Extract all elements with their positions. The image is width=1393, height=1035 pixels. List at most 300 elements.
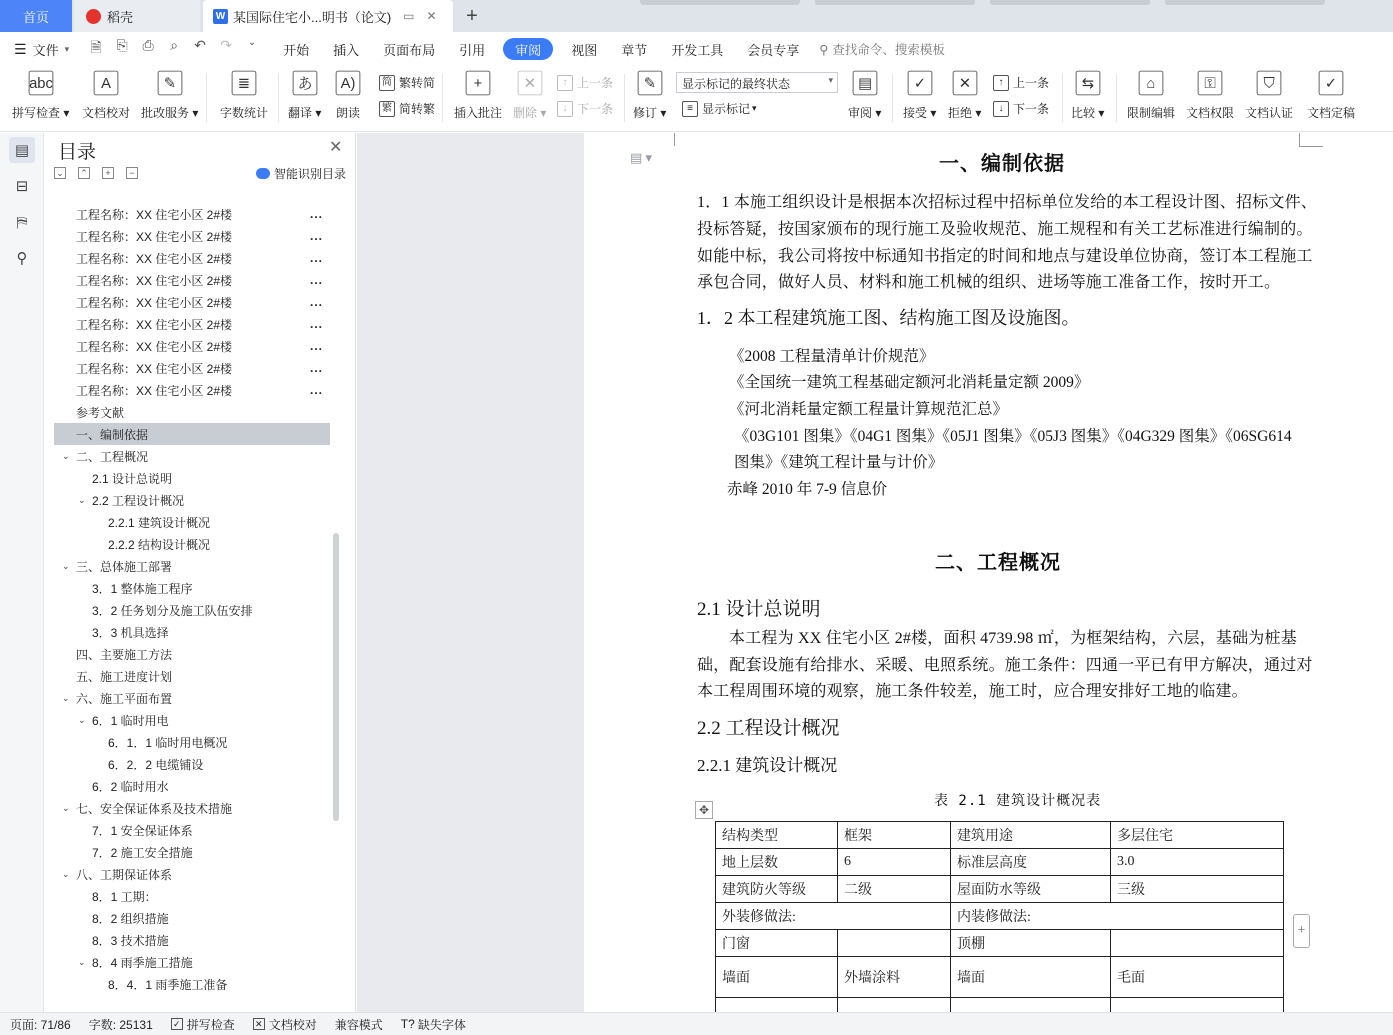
compat-mode-label: 兼容模式: [334, 1017, 383, 1032]
smart-toc-label: 智能识别目录: [274, 167, 347, 181]
translate-icon: あ: [292, 71, 317, 96]
doc-proof-toggle[interactable]: [253, 1016, 317, 1033]
toc-item-label: 8．4．1 雨季施工准备: [108, 977, 228, 992]
ribbon-separator: [442, 74, 443, 122]
toc-item-label: 6．2 临时用水: [92, 779, 169, 794]
toc-panel-icon[interactable]: ▤: [9, 137, 35, 163]
chevron-down-icon[interactable]: ⌄: [78, 956, 86, 967]
toc-item-label: 七、安全保证体系及技术措施: [76, 801, 233, 816]
toc-title: 目录: [58, 142, 97, 163]
toc-item-label: 工程名称：XX 住宅小区 2#楼: [76, 361, 233, 376]
menu-tab[interactable]: 页面布局: [383, 42, 436, 58]
paragraph-handle-icon[interactable]: ▤ ▾: [630, 150, 653, 165]
toc-item[interactable]: [54, 489, 330, 511]
toc-item[interactable]: [54, 401, 330, 423]
daoke-logo-icon: [86, 9, 101, 24]
status-bar: [0, 1012, 1393, 1035]
spell-check-toggle[interactable]: [171, 1016, 235, 1033]
body-line: 本工程周围环境的观察，施工条件较差，施工时，应合理安排好工地的临建。: [697, 683, 1248, 700]
table-row: [716, 998, 1284, 1013]
table-cell[interactable]: 建筑防火等级: [716, 876, 838, 903]
toc-item-label: 7．1 安全保证体系: [92, 823, 193, 838]
toc-item[interactable]: [54, 335, 330, 357]
batch-service-icon: ✎: [157, 71, 182, 96]
tab-daoke-label: 稻壳: [107, 9, 134, 25]
collapse-all-icon[interactable]: ⌄: [54, 167, 66, 179]
toc-item-label: 2.1 设计总说明: [92, 471, 173, 486]
doc-proof-icon: A: [94, 71, 119, 96]
body-line: 承包合同，做好人员、材料和施工机械的组织、进场等施工准备工作，按时开工。: [697, 274, 1281, 291]
table-cell[interactable]: 内装修做法:: [951, 903, 1284, 930]
toc-item-label: 工程名称：XX 住宅小区 2#楼: [76, 251, 233, 266]
reject-icon: ✕: [952, 71, 977, 96]
crop-mark: [674, 133, 675, 146]
body-line: 如能中标，我公司将按中标通知书指定的时间和地点与建设单位协商，签订本工程施工: [697, 248, 1313, 265]
toc-item[interactable]: [54, 225, 330, 247]
toc-item[interactable]: [54, 709, 330, 731]
table-row: [716, 930, 1284, 957]
toc-item[interactable]: [54, 841, 330, 863]
reference-item: 《2008 工程量清单计价规范》: [729, 348, 935, 365]
insert-comment-label: 插入批注: [454, 106, 503, 120]
building-overview-table[interactable]: [715, 821, 1284, 1012]
spell-check-icon: abc: [28, 71, 53, 96]
toc-item-label: 2.2.2 结构设计概况: [108, 537, 211, 552]
toc-item-label: 8．1 工期：: [92, 889, 157, 904]
chevron-down-icon[interactable]: ⌄: [62, 450, 70, 461]
spell-check-button[interactable]: abc 拼写检查 ▾: [12, 68, 69, 121]
expand-all-icon[interactable]: ⌃: [78, 167, 90, 179]
shield-icon: ⛉: [1257, 71, 1282, 96]
more-options-icon[interactable]: ...: [310, 251, 324, 265]
menu-tab[interactable]: 插入: [333, 42, 360, 58]
redo-icon[interactable]: ↷: [220, 37, 232, 53]
doc-certify-label: 文档认证: [1245, 106, 1294, 120]
toc-item[interactable]: [54, 687, 330, 709]
toc-item-label: 工程名称：XX 住宅小区 2#楼: [76, 339, 233, 354]
tab-close-icon[interactable]: ✕: [426, 9, 437, 23]
more-options-icon[interactable]: ...: [310, 273, 324, 287]
table-cell[interactable]: 顶棚: [951, 930, 1111, 957]
table-cell[interactable]: 多层住宅: [1111, 822, 1284, 849]
toc-item-label: 工程名称：XX 住宅小区 2#楼: [76, 207, 233, 222]
toc-item[interactable]: [54, 533, 330, 555]
prev-comment-label: 上一条: [577, 76, 614, 90]
prev-comment-button[interactable]: [557, 74, 613, 91]
table-cell[interactable]: 三级: [1111, 876, 1284, 903]
compare-icon: ⇆: [1075, 71, 1100, 96]
doc-finalize-label: 文档定稿: [1307, 106, 1356, 120]
heading-2-2: 2.2 工程设计概况: [697, 718, 840, 739]
toc-item-label: 工程名称：XX 住宅小区 2#楼: [76, 229, 233, 244]
trad-simp-icon: 简: [379, 75, 395, 91]
table-cell[interactable]: 3.0: [1111, 849, 1284, 876]
finalize-icon: ✓: [1319, 71, 1344, 96]
reject-label: 拒绝: [948, 106, 973, 120]
tab-daoke[interactable]: [74, 0, 200, 32]
toc-item-label: 3．1 整体施工程序: [92, 581, 193, 596]
smart-icon: [256, 168, 270, 179]
next-comment-label: 下一条: [577, 102, 614, 116]
add-heading-icon[interactable]: +: [102, 167, 114, 179]
translate-button[interactable]: あ 翻译 ▾: [288, 68, 321, 121]
doc-finalize-button[interactable]: [1307, 68, 1355, 121]
chevron-down-icon: ▾: [828, 75, 833, 85]
table-cell[interactable]: 结构类型: [716, 822, 838, 849]
markup-state-value: 显示标记的最终状态: [682, 77, 791, 91]
body-line: 投标答疑，按国家颁布的现行施工及验收规范、施工规程和有关工艺标准进行编制的。: [697, 221, 1313, 238]
prev-change-icon: ↑: [993, 75, 1009, 91]
toc-item[interactable]: [54, 203, 330, 225]
remove-heading-icon[interactable]: −: [126, 167, 138, 179]
toc-item[interactable]: [54, 379, 330, 401]
ribbon-separator: [1116, 74, 1117, 122]
chevron-down-icon: ▾: [752, 103, 757, 113]
read-aloud-label: 朗读: [335, 106, 360, 120]
more-options-icon[interactable]: ...: [310, 383, 324, 397]
toc-item[interactable]: [54, 863, 330, 885]
menu-tab[interactable]: 开始: [283, 42, 310, 58]
tab-home-label: 首页: [22, 9, 49, 25]
missing-font-icon: T?: [400, 1017, 415, 1031]
word-count-indicator[interactable]: 字数: 25131: [88, 1017, 153, 1032]
toc-item[interactable]: [54, 665, 330, 687]
table-row: [716, 849, 1284, 876]
toc-item[interactable]: [54, 577, 330, 599]
toc-item[interactable]: [54, 797, 330, 819]
prev-change-label: 上一条: [1013, 76, 1050, 90]
export-pdf-icon[interactable]: ⎘: [116, 37, 128, 53]
insert-comment-button[interactable]: [454, 68, 502, 121]
review-pane-icon: ▤: [852, 71, 877, 96]
more-options-icon[interactable]: ...: [310, 295, 324, 309]
compare-label: 比较: [1071, 106, 1096, 120]
read-aloud-button[interactable]: [333, 68, 363, 121]
show-markup-label: 显示标记: [702, 102, 751, 116]
ribbon-separator: [278, 74, 279, 122]
background-tab-indicator: [1165, 0, 1325, 5]
table-row: [716, 822, 1284, 849]
toc-list: [54, 203, 334, 1012]
doc-permission-label: 文档权限: [1186, 106, 1235, 120]
menu-tab[interactable]: 审阅: [503, 38, 553, 60]
toc-item[interactable]: [54, 907, 330, 929]
table-cell[interactable]: 门窗: [716, 930, 838, 957]
toc-item-label: 8．4 雨季施工措施: [92, 955, 193, 970]
table-cell[interactable]: 屋面防水等级: [951, 876, 1111, 903]
toc-item-label: 一、编制依据: [76, 427, 149, 442]
add-column-icon[interactable]: +: [1293, 914, 1310, 948]
restrict-edit-button[interactable]: [1127, 68, 1175, 121]
toc-item-label: 2.2 工程设计概况: [92, 493, 185, 508]
command-search-placeholder: 查找命令、搜索模板: [832, 43, 945, 57]
clause-1-2: 1．2 本工程建筑施工图、结构施工图及设施图。: [697, 308, 1080, 328]
revise-label: 修订: [633, 106, 658, 120]
table-cell[interactable]: [838, 998, 951, 1013]
toc-item-label: 6．1 临时用电: [92, 713, 169, 728]
trad-to-simp-label: 繁转简: [399, 76, 436, 90]
tab-document-label: 某国际住宅小...明书（论文): [233, 9, 392, 25]
toc-item-label: 3．2 任务划分及施工队伍安排: [92, 603, 253, 618]
table-cell[interactable]: [1111, 998, 1284, 1013]
toc-item-label: 二、工程概况: [76, 449, 149, 464]
doc-permission-button[interactable]: [1186, 68, 1234, 121]
plus-icon: +: [466, 4, 478, 27]
reference-item: 《03G101 图集》《04G1 图集》《05J1 图集》《05J3 图集》《04G329 图集》《06SG614: [734, 428, 1292, 445]
next-change-label: 下一条: [1013, 102, 1050, 116]
reference-item: 《河北消耗量定额工程量计算规范汇总》: [729, 401, 1009, 418]
toc-item[interactable]: [54, 511, 330, 533]
toc-scrollbar[interactable]: [333, 533, 339, 821]
delete-comment-label: 删除: [513, 106, 538, 120]
ribbon-tabs: [271, 38, 811, 60]
read-aloud-icon: A): [336, 71, 361, 96]
undo-icon[interactable]: ↶: [194, 37, 206, 53]
heading-2-2-1: 2.2.1 建筑设计概况: [697, 756, 838, 775]
missing-font-label: 缺失字体: [417, 1017, 466, 1032]
toc-item-label: 四、主要施工方法: [76, 647, 173, 662]
table-cell[interactable]: 地上层数: [716, 849, 838, 876]
toc-item-label: 工程名称：XX 住宅小区 2#楼: [76, 317, 233, 332]
chevron-down-icon[interactable]: ⌄: [62, 868, 70, 879]
markup-state-select[interactable]: [676, 72, 838, 93]
bookmark-icon[interactable]: ⛿: [16, 213, 28, 231]
proof-icon: ✕: [253, 1018, 265, 1030]
toc-item-label: 8．3 技术措施: [92, 933, 169, 948]
toc-item-label: 五、施工进度计划: [76, 669, 173, 684]
toc-item-label: 3．3 机具选择: [92, 625, 169, 640]
toc-item[interactable]: [54, 929, 330, 951]
table-cell[interactable]: 墙面: [951, 957, 1111, 998]
toc-item[interactable]: [54, 599, 330, 621]
doc-proof-label: 文档校对: [82, 106, 131, 120]
word-count-label: 字数统计: [220, 106, 269, 120]
next-comment-button[interactable]: [557, 100, 613, 117]
crop-mark: [1299, 146, 1323, 147]
toc-item-label: 6．1．1 临时用电概况: [108, 735, 228, 750]
reject-button[interactable]: ✕ 拒绝 ▾: [948, 68, 981, 121]
close-icon[interactable]: ✕: [329, 139, 343, 156]
toc-item[interactable]: [54, 753, 330, 775]
translate-label: 翻译: [288, 106, 313, 120]
table-row: [716, 957, 1284, 998]
toc-item-label: 参考文献: [76, 405, 125, 420]
toc-item[interactable]: [54, 973, 330, 995]
chevron-down-icon[interactable]: ⌄: [62, 692, 70, 703]
print-icon[interactable]: ⎙: [142, 37, 154, 53]
toc-item-label: 8．2 组织措施: [92, 911, 169, 926]
table-cell[interactable]: 标准层高度: [951, 849, 1111, 876]
revise-icon: ✎: [637, 71, 662, 96]
menu-tab[interactable]: 开发工具: [671, 42, 724, 58]
toc-item-label: 7．2 施工安全措施: [92, 845, 193, 860]
chevron-down-icon[interactable]: ⌄: [62, 802, 70, 813]
background-tab-indicator: [640, 0, 800, 5]
toc-item[interactable]: [54, 885, 330, 907]
reference-item: 《全国统一建筑工程基础定额河北消耗量定额 2009》: [729, 374, 1090, 391]
delete-comment-icon: ✕: [517, 71, 542, 96]
toc-item-label: 工程名称：XX 住宅小区 2#楼: [76, 383, 233, 398]
page-indicator[interactable]: 页面: 71/86: [10, 1017, 71, 1032]
tab-home[interactable]: [0, 0, 72, 32]
accept-label: 接受: [903, 106, 928, 120]
table-cell[interactable]: 外装修做法:: [716, 903, 951, 930]
missing-font-button[interactable]: [401, 1016, 466, 1033]
ribbon-separator: [1062, 74, 1063, 122]
doc-certify-button[interactable]: [1245, 68, 1293, 121]
toc-item[interactable]: [54, 313, 330, 335]
prev-comment-icon: ↑: [557, 75, 573, 91]
toc-item[interactable]: [54, 269, 330, 291]
menu-tab[interactable]: 章节: [621, 42, 648, 58]
compare-button[interactable]: ⇆ 比较 ▾: [1071, 68, 1104, 121]
toc-item[interactable]: [54, 555, 330, 577]
table-cell[interactable]: [838, 930, 951, 957]
table-move-handle-icon[interactable]: ✥: [695, 801, 713, 819]
heading-2-1: 2.1 设计总说明: [697, 599, 821, 620]
toc-item[interactable]: [54, 423, 330, 445]
trad-to-simp-button[interactable]: [379, 74, 435, 91]
menu-tab[interactable]: 引用: [459, 42, 486, 58]
more-options-icon[interactable]: ...: [310, 361, 324, 375]
chevron-down-icon[interactable]: ⌄: [78, 714, 86, 725]
next-comment-icon: ↓: [557, 101, 573, 117]
document-canvas: [357, 133, 1393, 1012]
command-search[interactable]: [819, 40, 945, 58]
navigation-rail: [0, 133, 44, 1012]
review-pane-button[interactable]: ▤ 审阅 ▾: [848, 68, 881, 121]
tab-document[interactable]: [203, 0, 453, 32]
review-ribbon: [0, 66, 1393, 132]
more-options-icon[interactable]: ...: [310, 207, 324, 221]
heading-project-overview: 二、工程概况: [935, 552, 1061, 574]
checkbox-icon: ✓: [171, 1018, 183, 1030]
hamburger-icon: ☰: [14, 40, 27, 57]
toc-item[interactable]: [54, 357, 330, 379]
menu-tab[interactable]: 视图: [571, 42, 598, 58]
toc-item-label: 六、施工平面布置: [76, 691, 173, 706]
table-cell[interactable]: [716, 998, 838, 1013]
reference-item: 图集》《建筑工程计量与计价》: [734, 454, 944, 471]
delete-comment-button[interactable]: ✕ 删除 ▾: [513, 68, 546, 121]
more-options-icon[interactable]: ...: [310, 229, 324, 243]
toc-item[interactable]: [54, 643, 330, 665]
toc-item-label: 6．2．2 电缆铺设: [108, 757, 204, 772]
table-cell[interactable]: 墙面: [716, 957, 838, 998]
toc-item[interactable]: [54, 819, 330, 841]
table-caption: 表 2.1 建筑设计概况表: [934, 793, 1102, 809]
new-tab-button[interactable]: [458, 0, 486, 32]
simp-trad-icon: 繁: [379, 101, 395, 117]
table-cell[interactable]: [951, 998, 1111, 1013]
ribbon-separator: [206, 74, 207, 122]
writer-logo-icon: W: [213, 9, 228, 24]
body-line: 1．1 本施工组织设计是根据本次招标过程中招标单位发给的本工程设计图、招标文件、: [697, 194, 1318, 211]
lock-icon: ⌂: [1139, 71, 1164, 96]
toc-item-label: 八、工期保证体系: [76, 867, 173, 882]
revise-button[interactable]: ✎ 修订 ▾: [633, 68, 666, 121]
table-cell[interactable]: 外墙涂料: [838, 957, 951, 998]
menu-tab[interactable]: 会员专享: [747, 42, 800, 58]
restrict-edit-label: 限制编辑: [1127, 106, 1176, 120]
background-tab-indicator: [990, 0, 1150, 5]
toc-item[interactable]: [54, 951, 330, 973]
toc-panel: [44, 133, 356, 1012]
toc-item[interactable]: [54, 621, 330, 643]
table-row: [716, 903, 1284, 930]
next-change-icon: ↓: [993, 101, 1009, 117]
word-count-button[interactable]: [220, 68, 268, 121]
table-cell[interactable]: 6: [838, 849, 951, 876]
background-tab-indicator: [815, 0, 975, 5]
menu-bar: [0, 32, 1393, 66]
accept-button[interactable]: ✓ 接受 ▾: [903, 68, 936, 121]
save-icon[interactable]: 🗎: [90, 39, 102, 55]
chevron-down-icon: ▾: [64, 43, 70, 54]
toc-item-label: 2.2.1 建筑设计概况: [108, 515, 211, 530]
file-menu[interactable]: [14, 40, 69, 59]
table-cell[interactable]: 框架: [838, 822, 951, 849]
table-cell[interactable]: 二级: [838, 876, 951, 903]
table-cell[interactable]: [1111, 930, 1284, 957]
table-cell[interactable]: 建筑用途: [951, 822, 1111, 849]
smart-toc-button[interactable]: [256, 165, 346, 182]
more-options-icon[interactable]: ...: [310, 339, 324, 353]
toc-item-label: 工程名称：XX 住宅小区 2#楼: [76, 295, 233, 310]
file-menu-label: 文件: [32, 42, 59, 58]
toc-item[interactable]: [54, 731, 330, 753]
table-row: [716, 876, 1284, 903]
ribbon-separator: [892, 74, 893, 122]
review-pane-label: 审阅: [848, 106, 873, 120]
table-cell[interactable]: 毛面: [1111, 957, 1284, 998]
tab-pin-icon[interactable]: ▭: [403, 9, 415, 23]
toc-item[interactable]: [54, 291, 330, 313]
doc-proof-status-label: 文档校对: [268, 1017, 317, 1032]
doc-proof-button[interactable]: [82, 68, 130, 121]
accept-icon: ✓: [907, 71, 932, 96]
body-line: 本工程为 XX 住宅小区 2#楼，面积 4739.98 ㎡，为框架结构，六层，基础为桩基: [729, 630, 1297, 647]
spell-check-status-label: 拼写检查: [186, 1017, 235, 1032]
doc-permission-icon: ⚿: [1198, 71, 1223, 96]
ribbon-separator: [624, 74, 625, 122]
toc-item-label: 三、总体施工部署: [76, 559, 173, 574]
customize-chevron-icon[interactable]: ⌄: [247, 37, 257, 48]
next-change-button[interactable]: [993, 100, 1049, 117]
toc-item[interactable]: [54, 775, 330, 797]
word-count-icon: ≣: [232, 71, 257, 96]
show-markup-icon: ≡: [682, 101, 698, 117]
search-icon[interactable]: ⚲: [16, 250, 28, 267]
document-page[interactable]: [584, 133, 1393, 1012]
chevron-down-icon[interactable]: ⌄: [78, 494, 86, 505]
outline-panel-icon[interactable]: ⊟: [15, 178, 29, 195]
toc-item[interactable]: [54, 445, 330, 467]
insert-comment-icon: +: [466, 71, 491, 96]
show-markup-button[interactable]: [682, 100, 757, 117]
print-preview-icon[interactable]: ⌕: [170, 37, 179, 53]
batch-service-button[interactable]: ✎ 批改服务 ▾: [141, 68, 198, 121]
quick-access-toolbar: [83, 37, 265, 61]
simp-to-trad-label: 简转繁: [399, 102, 436, 116]
simp-to-trad-button[interactable]: [379, 100, 435, 117]
chevron-down-icon[interactable]: ⌄: [62, 560, 70, 571]
toc-item[interactable]: [54, 467, 330, 489]
more-options-icon[interactable]: ...: [310, 317, 324, 331]
prev-change-button[interactable]: [993, 74, 1049, 91]
tab-bar: [0, 0, 1393, 32]
toc-item[interactable]: [54, 247, 330, 269]
